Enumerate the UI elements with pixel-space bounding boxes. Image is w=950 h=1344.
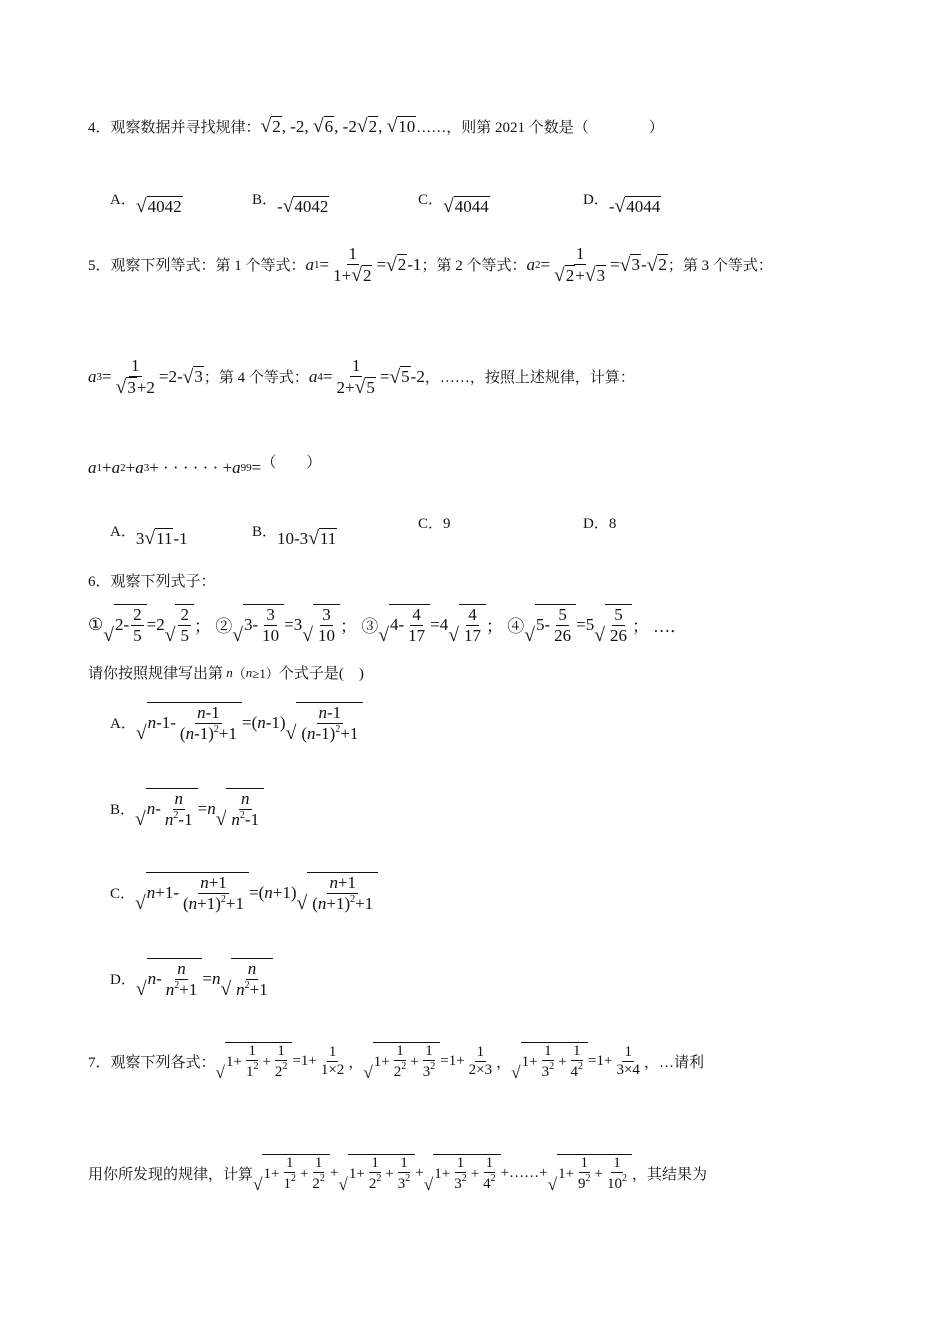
q6-stem-line: 6．观察下列式子： bbox=[88, 574, 216, 590]
q4-option-b: B． - √ 4042 bbox=[252, 192, 329, 218]
q7-line1: 7．观察下列各式： √ 1+ $\frac{1}{1^2}$ + $\frac{1}{2^2}$ =1+ $\frac{1}{1\times 2}$ ， √ 1+ $\frac{1}{2^2}$ + $\frac{1}{3^2}$ =1+ $\frac{1}{2\times 3}$ ， √ 1+ $\frac{1}{3^2}$ + $\frac{1}{4^2}$ =1+ $\frac{1}{3\times 4}$ ，…请利 bbox=[88, 1043, 704, 1083]
q5-sum: a 1 + a 2 + a 3 + · · · · · · + a 99 = bbox=[88, 458, 262, 477]
q5-eq2: a 2 = 1 √ 2 + √ 3 = √ 3 - √ 2 bbox=[526, 244, 667, 286]
q5-option-d: D．8 bbox=[583, 516, 617, 532]
q4-option-c: C． √ 4044 bbox=[418, 192, 489, 218]
q6-option-a: A． √ n -1- $\frac{n-1}{(n-1)^2+1}$ =( n -1) √ $\frac{n-1}{(n-1)^2+1}$ bbox=[110, 702, 363, 743]
q5-option-a: A． 3 √ 11 -1 bbox=[110, 524, 188, 550]
q4-option-a: A． √ 4042 bbox=[110, 192, 182, 218]
q6-ask: 请你按照规律写出第 n （ n ≥1） 个式子是( ) bbox=[88, 664, 364, 682]
q5-eq3: a 3 = 1 √ 3 +2 =2- √ 3 bbox=[88, 356, 203, 398]
q4-question: ……，则第 2021 个数是（ ） bbox=[416, 120, 664, 136]
q5-eq1: a 1 = 1 1+ √ 2 = √ 2 -1 bbox=[305, 244, 422, 286]
q6-option-d: D． √ n - $\frac{n}{n^2+1}$ = n √ $\frac{n}{n^2+1}$ bbox=[110, 958, 273, 999]
q5-option-b: B． 10-3 √ 11 bbox=[252, 524, 337, 550]
q4-stem: 4．观察数据并寻找规律： bbox=[88, 120, 261, 136]
q6-option-b: B． √ n - $\frac{n}{n^2-1}$ = n √ $\frac{n}{n^2-1}$ bbox=[110, 788, 264, 829]
q6-examples: ① √ 2- $\frac{2}{5}$ =2 √ $\frac{2}{5}$ ； ② √ 3- $\frac{3}{10}$ =3 √ $\frac{3}{10}$ ； ③ √ 4- $\frac{4}{17}$ =4 √ $\frac{4}{17}$ ； ④ √ 5- $\frac{5}{26}$ =5 √ $\frac{5}{26}$ ； …． bbox=[88, 605, 688, 646]
q4-option-d: D． - √ 4044 bbox=[583, 192, 661, 218]
q5-line1: 5．观察下列等式：第 1 个等式： a 1 = 1 1+ √ 2 = √ 2 -1 ；第 2 个等式： a 2 = 1 √ 2 + √ 3 = √ 3 - √ 2 ；第 3 个等式： bbox=[88, 244, 773, 286]
q5-option-c: C．9 bbox=[418, 516, 451, 532]
q6-option-c: C． √ n +1- $\frac{n+1}{(n+1)^2+1}$ =( n +1) √ $\frac{n+1}{(n+1)^2+1}$ bbox=[110, 872, 378, 913]
q4-stem-line bbox=[88, 116, 664, 137]
q4-sequence: √ 2 , -2, √ 6 , -2 √ 2 , √ 10 bbox=[260, 116, 416, 138]
q5-eq4: a 4 = 1 2+ √ 5 = √ 5 -2 bbox=[308, 356, 425, 398]
q7-line2: 用你所发现的规律，计算 √ 1+ $\frac{1}{1^2}$ + $\frac{1}{2^2}$ + √ 1+ $\frac{1}{2^2}$ + $\frac{1}{3^2}$ + √ 1+ $\frac{1}{3^2}$ + $\frac{1}{4^2}$ +……+ √ 1+ $\frac{1}{9^2}$ + $\frac{1}{10^2}$ ，其结果为 bbox=[88, 1155, 708, 1195]
q5-line2: a 3 = 1 √ 3 +2 =2- √ 3 ；第 4 个等式： a 4 = 1 2+ √ 5 = √ 5 -2 ，……，按照上述规律，计算： bbox=[88, 356, 635, 398]
q5-sum-line: a 1 + a 2 + a 3 + · · · · · · + a 99 = （ ） bbox=[88, 454, 322, 477]
